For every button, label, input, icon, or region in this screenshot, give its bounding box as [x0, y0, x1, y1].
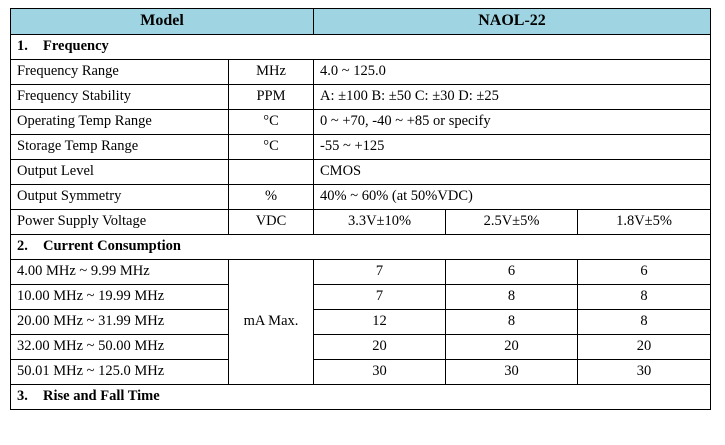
current-value-3-2: 8 [446, 310, 578, 335]
current-value-2-2: 8 [446, 285, 578, 310]
current-range-3: 20.00 MHz ~ 31.99 MHz [11, 310, 229, 335]
value-frequency-range: 4.0 ~ 125.0 [314, 60, 711, 85]
value-storage-temp-range: -55 ~ +125 [314, 135, 711, 160]
model-value: NAOL-22 [314, 9, 711, 35]
value-frequency-stability: A: ±100 B: ±50 C: ±30 D: ±25 [314, 85, 711, 110]
current-value-5-3: 30 [578, 360, 711, 385]
table-row [11, 185, 711, 210]
section-current-label: Current Consumption [43, 238, 181, 254]
specification-table [10, 8, 711, 410]
value-operating-temp-range: 0 ~ +70, -40 ~ +85 or specify [314, 110, 711, 135]
section-current-number: 2. [17, 238, 28, 254]
param-output-symmetry: Output Symmetry [11, 185, 229, 210]
current-value-1-2: 6 [446, 260, 578, 285]
table-row [11, 160, 711, 185]
table-row [11, 85, 711, 110]
unit-power-supply-voltage: VDC [229, 210, 314, 235]
current-value-2-3: 8 [578, 285, 711, 310]
current-value-4-3: 20 [578, 335, 711, 360]
param-frequency-stability: Frequency Stability [11, 85, 229, 110]
current-range-5: 50.01 MHz ~ 125.0 MHz [11, 360, 229, 385]
section-rise-and-fall-time [11, 385, 711, 410]
current-value-5-2: 30 [446, 360, 578, 385]
current-value-4-1: 20 [314, 335, 446, 360]
param-storage-temp-range: Storage Temp Range [11, 135, 229, 160]
unit-output-symmetry: % [229, 185, 314, 210]
table-row [11, 360, 711, 385]
param-frequency-range: Frequency Range [11, 60, 229, 85]
param-power-supply-voltage: Power Supply Voltage [11, 210, 229, 235]
value-supply-voltage-1: 3.3V±10% [314, 210, 446, 235]
value-output-symmetry: 40% ~ 60% (at 50%VDC) [314, 185, 711, 210]
table-row-section-current [11, 235, 711, 260]
current-value-4-2: 20 [446, 335, 578, 360]
section-rise-label: Rise and Fall Time [43, 388, 160, 404]
current-range-1: 4.00 MHz ~ 9.99 MHz [11, 260, 229, 285]
table-row [11, 285, 711, 310]
current-range-2: 10.00 MHz ~ 19.99 MHz [11, 285, 229, 310]
current-range-4: 32.00 MHz ~ 50.00 MHz [11, 335, 229, 360]
current-value-5-1: 30 [314, 360, 446, 385]
table-row [11, 310, 711, 335]
table-row [11, 260, 711, 285]
table-row-section-frequency [11, 35, 711, 60]
param-operating-temp-range: Operating Temp Range [11, 110, 229, 135]
table-row [11, 60, 711, 85]
section-frequency [11, 35, 711, 60]
section-frequency-number: 1. [17, 38, 28, 54]
unit-output-level [229, 160, 314, 185]
unit-frequency-stability: PPM [229, 85, 314, 110]
current-value-2-1: 7 [314, 285, 446, 310]
value-output-level: CMOS [314, 160, 711, 185]
spec-sheet [0, 8, 725, 445]
table-row [11, 335, 711, 360]
param-output-level: Output Level [11, 160, 229, 185]
table-row-section-rise-fall [11, 385, 711, 410]
table-row [11, 110, 711, 135]
current-value-3-1: 12 [314, 310, 446, 335]
current-value-3-3: 8 [578, 310, 711, 335]
table-row-header [11, 9, 711, 35]
unit-frequency-range: MHz [229, 60, 314, 85]
section-current-consumption [11, 235, 711, 260]
table-row [11, 210, 711, 235]
section-frequency-label: Frequency [43, 38, 109, 54]
value-supply-voltage-3: 1.8V±5% [578, 210, 711, 235]
unit-operating-temp-range: °C [229, 110, 314, 135]
unit-storage-temp-range: °C [229, 135, 314, 160]
current-value-1-3: 6 [578, 260, 711, 285]
section-rise-number: 3. [17, 388, 28, 404]
table-row [11, 135, 711, 160]
value-supply-voltage-2: 2.5V±5% [446, 210, 578, 235]
model-label: Model [11, 9, 314, 35]
unit-current-consumption: mA Max. [229, 260, 314, 385]
current-value-1-1: 7 [314, 260, 446, 285]
